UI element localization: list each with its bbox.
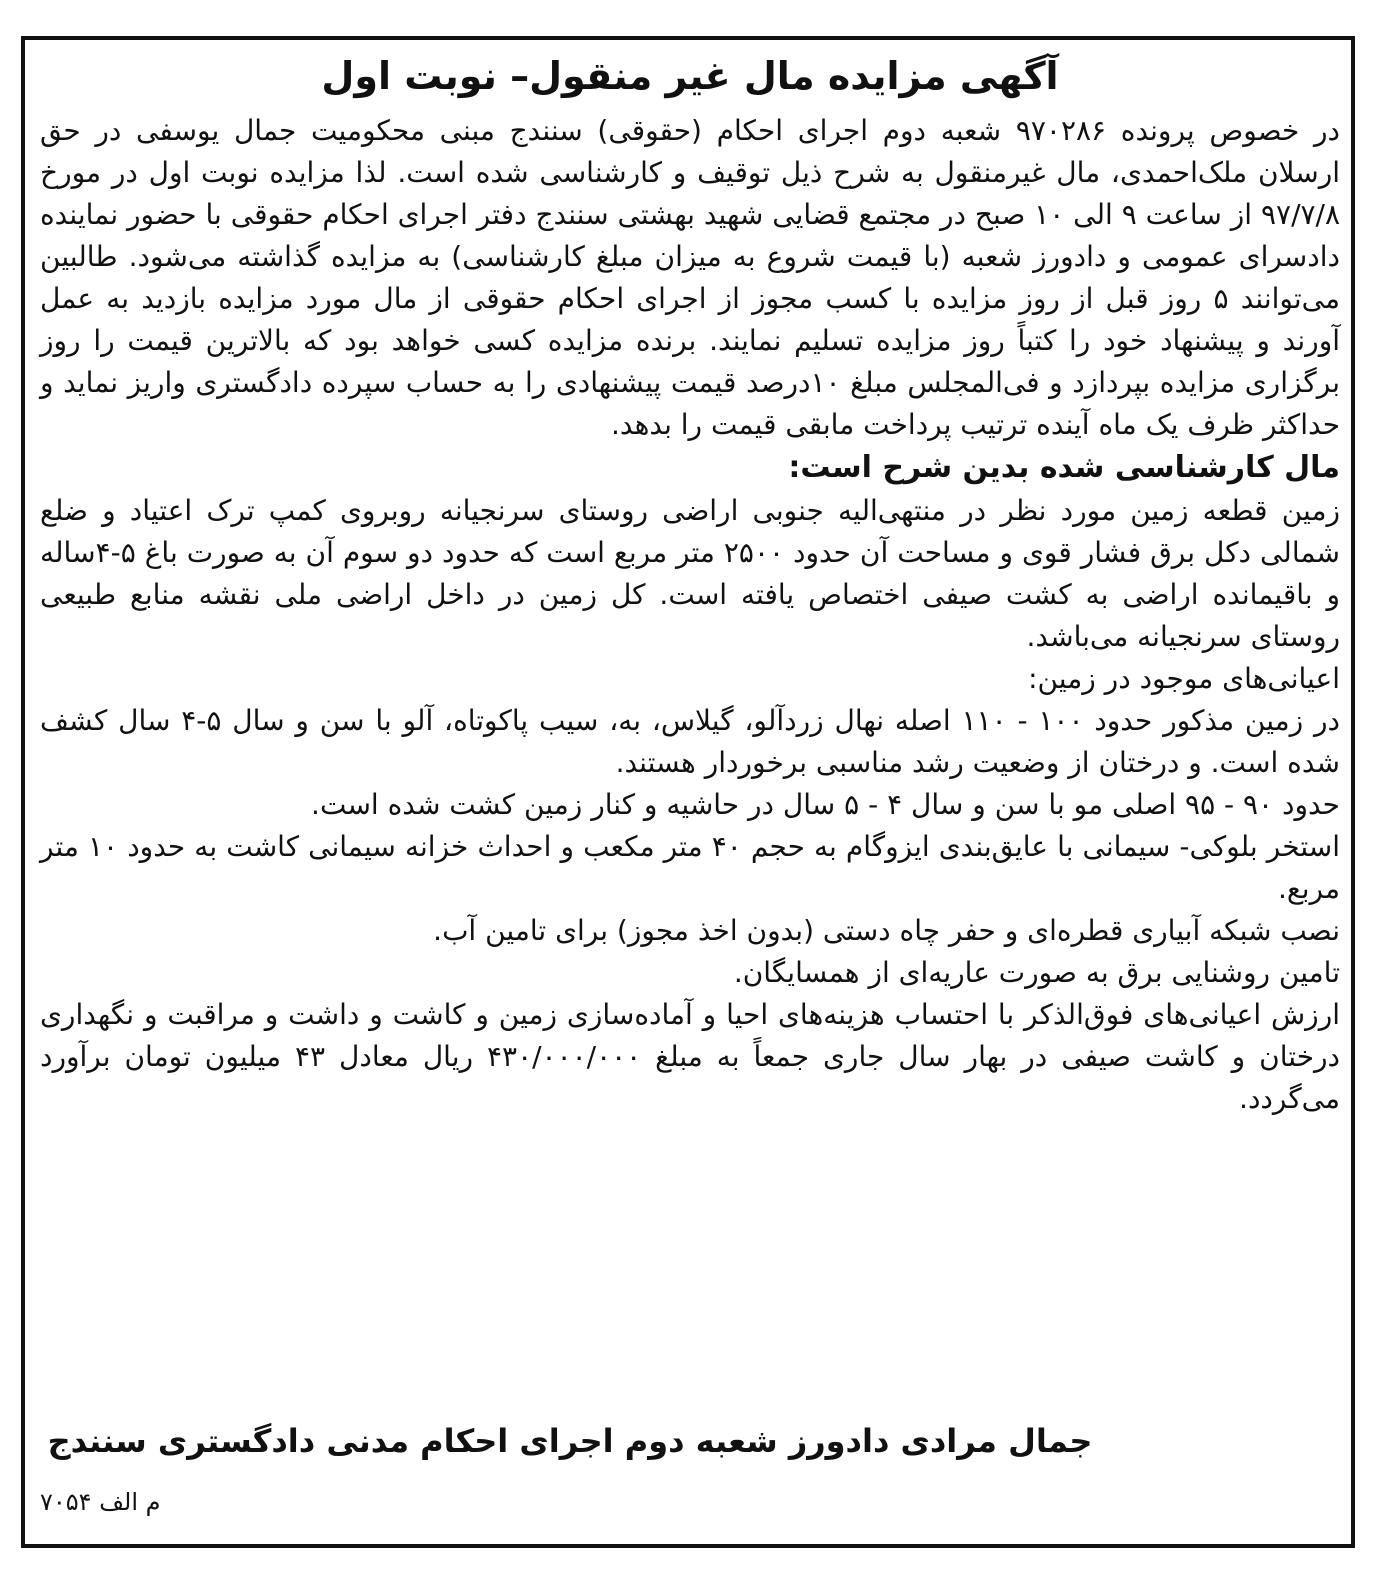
signature: جمال مرادی دادورز شعبه دوم اجرای احکام مدنی دادگستری سنندج [47,1422,1093,1460]
structure-item: نصب شبکه آبیاری قطره‌ای و حفر چاه دستی (بدون اخذ مجوز) برای تامین آب. [433,914,1340,947]
structure-valuation: ارزش اعیانی‌های فوق‌الذکر با احتساب هزینه‌های احیا و آماده‌سازی زمین و کاشت و داشت و مراقبت و نگهداری درختان و کاشت صیفی در بهار سال جاری جمعاً به مبلغ ۴۳۰/۰۰۰/۰۰۰ ریال معادل ۴۳ میلیون تومان برآورد می‌گردد. [40,998,1341,1115]
structures-heading: اعیانی‌های موجود در زمین: [1028,662,1340,695]
property-description: زمین قطعه زمین مورد نظر در منتهی‌الیه جنوبی اراضی روستای سرنجیانه روبروی کمپ ترک اعتیاد و ضلع شمالی دکل برق فشار قوی و مساحت آن حدود ۲۵۰۰ متر مربع است که حدود دو سوم آن به صورت باغ ۵-۴ساله و باقیمانده اراضی به کشت صیفی اختصاص یافته است. کل زمین در داخل اراضی ملی نقشه منابع طبیعی روستای سرنجیانه می‌باشد. [40,494,1340,653]
notice-intro: در خصوص پرونده ۹۷۰۲۸۶ شعبه دوم اجرای احکام (حقوقی) سنندج مبنی محکومیت جمال یوسفی در حق ارسلان ملک‌احمدی، مال غیرمنقول به شرح ذیل توقیف و کارشناسی شده است. لذا مزایده نوبت اول در مورخ ۹۷/۷/۸ از ساعت ۹ الی ۱۰ صبح در مجتمع قضایی شهید بهشتی سنندج دفتر اجرای احکام حقوقی با حضور نماینده دادسرای عمومی و دادورز شعبه (با قیمت شروع به میزان مبلغ کارشناسی) به مزایده گذاشته می‌شود. طالبین می‌توانند ۵ روز قبل از روز مزایده با کسب مجوز از اجرای احکام حقوقی از مال مورد مزایده بازدید به عمل آورند و پیشنهاد خود را کتباً روز مزایده تسلیم نمایند. برنده مزایده کسی خواهد بود که بالاترین قیمت را روز برگزاری مزایده بپردازد و فی‌المجلس مبلغ ۱۰درصد قیمت پیشنهادی را به حساب سپرده دادگستری واریز نماید و حداکثر ظرف یک ماه آینده ترتیب پرداخت مابقی قیمت را بدهد. [40,114,1341,441]
structure-item: حدود ۹۰ - ۹۵ اصلی مو با سن و سال ۴ - ۵ سال در حاشیه و کنار زمین کشت شده است. [311,788,1340,821]
notice-title: آگهی مزایده مال غیر منقول– نوبت اول [321,54,1059,98]
property-heading: مال کارشناسی شده بدین شرح است: [788,450,1340,485]
structure-item: در زمین مذکور حدود ۱۰۰ - ۱۱۰ اصله نهال زردآلو، گیلاس، به، سیب پاکوتاه، آلو با سن و سال ۵-۴ سال کشف شده است. و درختان از وضعیت رشد مناسبی برخوردار هستند. [40,704,1340,779]
structure-item: استخر بلوکی- سیمانی با عایق‌بندی ایزوگام به حجم ۴۰ متر مکعب و احداث خزانه سیمانی کاشت به حدود ۱۰ متر مربع. [40,830,1341,905]
structure-item: تامین روشنایی برق به صورت عاریه‌ای از همسایگان. [733,956,1340,989]
notice-body [40,50,1340,1120]
reference-code: م الف ۷۰۵۴ [40,1488,161,1516]
